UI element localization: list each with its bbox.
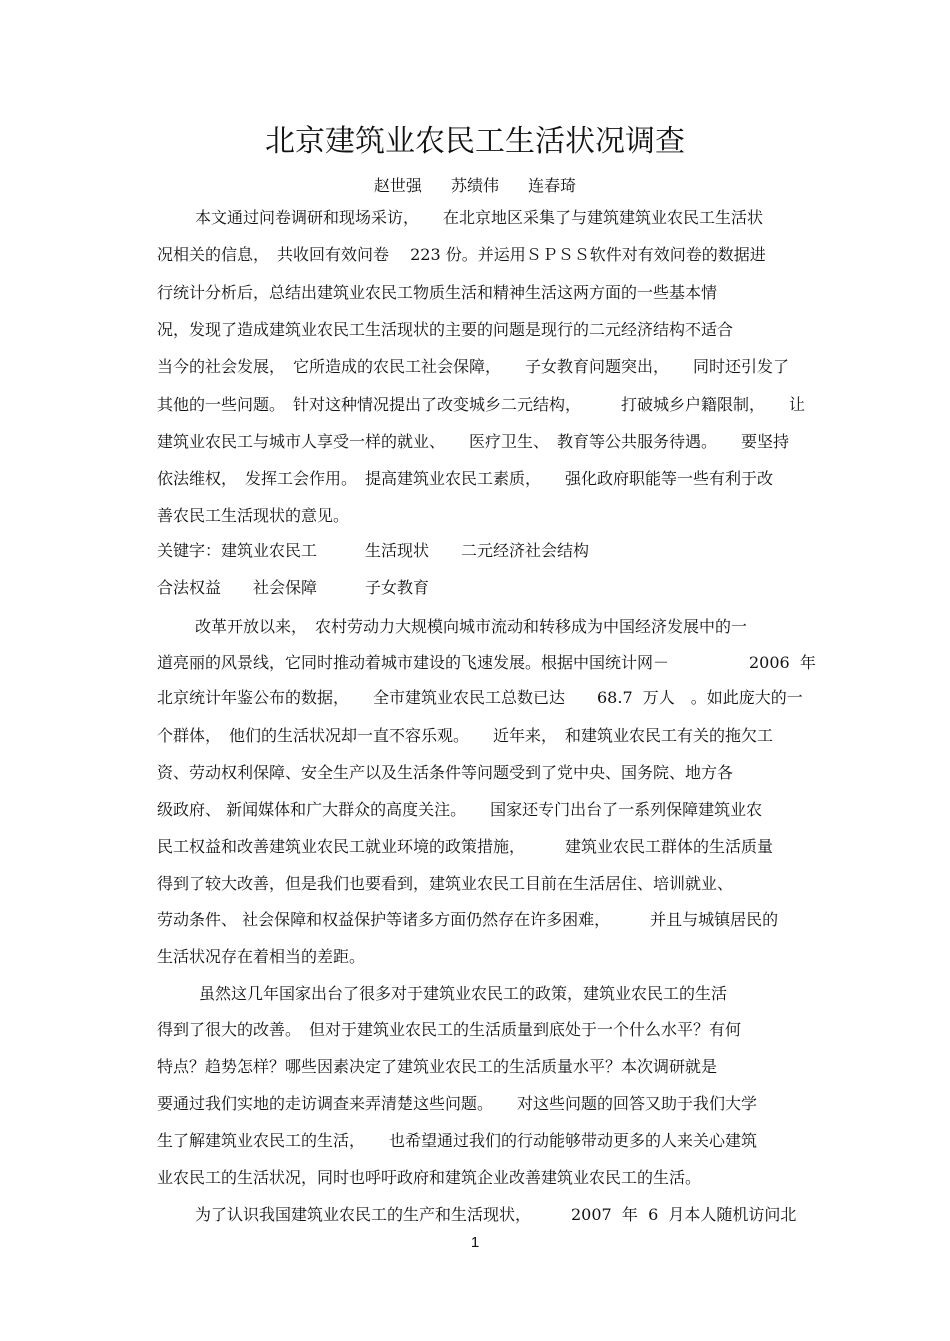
author-name: 苏绩伟 (450, 176, 499, 195)
author-name: 连春琦 (528, 176, 577, 195)
page-title: 北京建筑业农民工生活状况调查 (265, 124, 685, 159)
text-line: 况相关的信息， 共收回有效问卷 223 份。并运用ＳＰＳＳ软件对有效问卷的数据进 (157, 245, 766, 264)
text-line: 个群体， 他们的生活状况却一直不容乐观。 近年来， 和建筑业农民工有关的拖欠工 (157, 726, 774, 745)
text-line: 建筑业农民工与城市人享受一样的就业、 医疗卫生、 教育等公共服务待遇。 要坚持 (157, 432, 790, 451)
text-line: 生了解建筑业农民工的生活， 也希望通过我们的行动能够带动更多的人来关心建筑 (157, 1131, 758, 1150)
text-line: 北京统计年鉴公布的数据， 全市建筑业农民工总数已达 68.7 万人 。如此庞大的一 (157, 688, 803, 707)
text-line: 资、劳动权利保障、安全生产以及生活条件等问题受到了党中央、国务院、地方各 (157, 763, 734, 782)
text-line: 得到了较大改善，但是我们也要看到，建筑业农民工目前在生活居住、培训就业、 (157, 874, 734, 893)
text-line: 当今的社会发展， 它所造成的农民工社会保障， 子女教育问题突出， 同时还引发了 (157, 357, 790, 376)
text-line: 生活状况存在着相当的差距。 (157, 947, 366, 966)
text-line: 虽然这几年国家出台了很多对于建筑业农民工的政策，建筑业农民工的生活 (199, 984, 728, 1003)
page-number: 1 (470, 1234, 480, 1251)
text-line: 特点？趋势怎样？哪些因素决定了建筑业农民工的生活质量水平？本次调研就是 (157, 1057, 718, 1076)
text-line: 业农民工的生活状况，同时也呼吁政府和建筑企业改善建筑业农民工的生活。 (157, 1168, 702, 1187)
text-line: 道亮丽的风景线，它同时推动着城市建设的飞速发展。根据中国统计网－ 2006 年 (157, 653, 816, 672)
text-line: 况，发现了造成建筑业农民工生活现状的主要的问题是现行的二元经济结构不适合 (157, 320, 734, 339)
text-line: 本文通过问卷调研和现场采访， 在北京地区采集了与建筑建筑业农民工生活状 (195, 208, 764, 227)
text-line: 依法维权， 发挥工会作用。 提高建筑业农民工素质， 强化政府职能等一些有利于改 (157, 469, 774, 488)
keywords-line: 关键字：建筑业农民工 生活现状 二元经济社会结构 (157, 541, 590, 560)
text-line: 为了认识我国建筑业农民工的生产和生活现状， 2007 年 6 月本人随机访问北 (195, 1205, 797, 1224)
text-line: 得到了很大的改善。 但对于建筑业农民工的生活质量到底处于一个什么水平？有何 (157, 1020, 742, 1039)
text-line: 善农民工生活现状的意见。 (157, 506, 350, 525)
keywords-line: 合法权益 社会保障 子女教育 (157, 578, 430, 597)
text-line: 其他的一些问题。 针对这种情况提出了改变城乡二元结构， 打破城乡户籍限制， 让 (157, 395, 806, 414)
author-name: 赵世强 (373, 176, 422, 195)
text-line: 级政府、 新闻媒体和广大群众的高度关注。 国家还专门出台了一系列保障建筑业农 (157, 800, 763, 819)
text-line: 劳动条件、 社会保障和权益保护等诸多方面仍然存在许多困难， 并且与城镇居民的 (157, 910, 779, 929)
text-line: 行统计分析后，总结出建筑业农民工物质生活和精神生活这两方面的一些基本情 (157, 283, 718, 302)
text-line: 民工权益和改善建筑业农民工就业环境的政策措施， 建筑业农民工群体的生活质量 (157, 837, 774, 856)
text-line: 改革开放以来， 农村劳动力大规模向城市流动和转移成为中国经济发展中的一 (195, 617, 748, 636)
text-line: 要通过我们实地的走访调查来弄清楚这些问题。 对这些问题的回答又助于我们大学 (157, 1094, 758, 1113)
author-list (0, 173, 950, 196)
